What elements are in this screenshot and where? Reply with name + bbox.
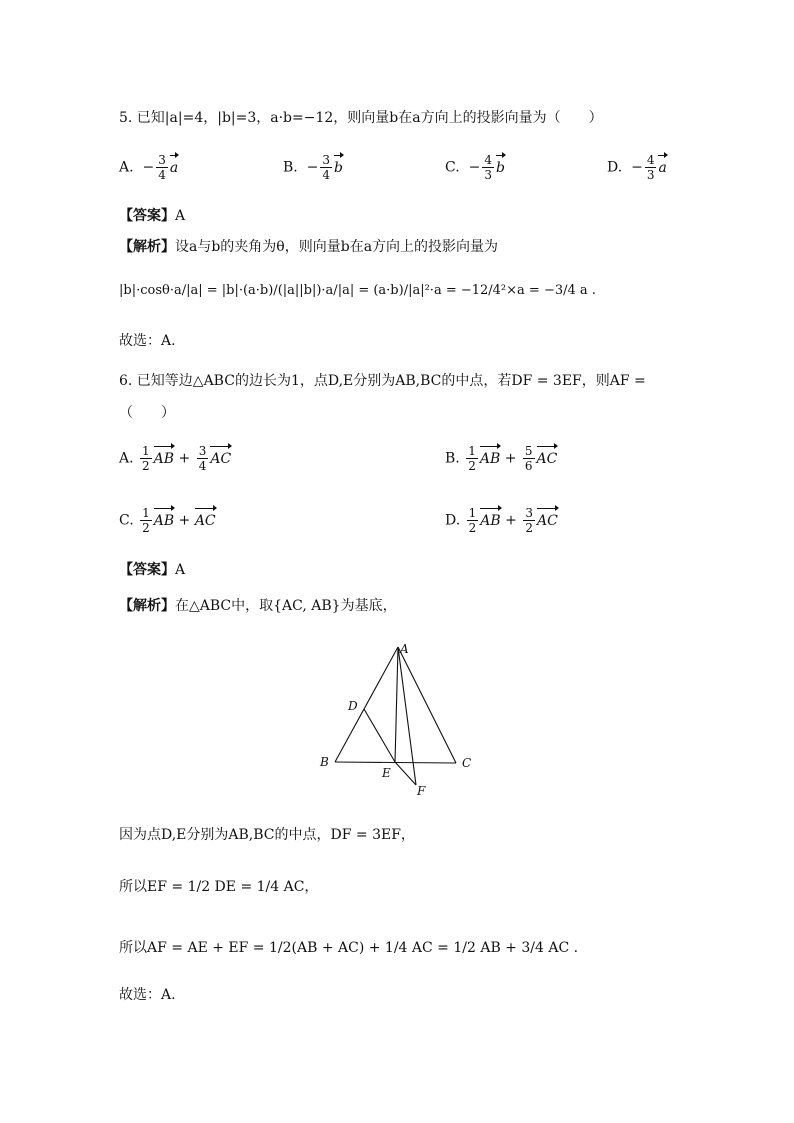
q5-stem: 5. 已知|a|=4，|b|=3，a·b=−12，则向量b在a方向上的投影向量为（ ） (119, 110, 603, 126)
q6-conclusion: 故选：A. (119, 987, 176, 1003)
q6-option-d[interactable]: D. $\frac{1}{2}$ AB + $\frac{3}{2}$ AC (445, 506, 558, 535)
q5-conclusion: 故选：A. (119, 333, 176, 349)
q5-option-a[interactable]: A. − $\frac{3}{4}$ a (119, 153, 179, 182)
label-c: C (462, 756, 472, 770)
q6-analysis: 【解析】在△ABC中，取{AC, AB}为基底， (119, 598, 397, 614)
label-e: E (382, 766, 391, 780)
q5-option-b[interactable]: B. − $\frac{3}{4}$ b (283, 153, 343, 182)
segment-ef (395, 762, 416, 785)
segment-af (398, 647, 416, 785)
label-a: A (400, 642, 409, 656)
label-f: F (417, 784, 426, 798)
label-b: B (320, 755, 329, 769)
q5-answer: 【答案】A (119, 208, 186, 224)
q5-formula: |b|·cosθ·a/|a| = |b|·(a·b)/(|a||b|)·a/|a| = (a·b)/|a|²·a = −12/4²×a = −3/4 a . (119, 283, 596, 298)
segment-de (364, 709, 395, 762)
q6-option-a[interactable]: A. $\frac{1}{2}$ AB + $\frac{3}{4}$ AC (119, 444, 232, 473)
q6-option-c[interactable]: C. $\frac{1}{2}$ AB + AC (119, 506, 216, 535)
q5-option-d[interactable]: D. − $\frac{4}{3}$ a (607, 153, 667, 182)
segment-ac (398, 647, 456, 763)
q6-option-b[interactable]: B. $\frac{1}{2}$ AB + $\frac{5}{6}$ AC (445, 444, 558, 473)
segment-ab (335, 647, 398, 762)
q6-step2: 所以EF = 1/2 DE = 1/4 AC， (119, 879, 319, 895)
q6-step3: 所以AF = AE + EF = 1/2(AB + AC) + 1/4 AC = 1/2 AB + 3/4 AC . (119, 940, 579, 956)
segment-ae (395, 647, 398, 762)
q5-analysis: 【解析】设a与b的夹角为θ，则向量b在a方向上的投影向量为 (119, 239, 499, 255)
label-d: D (348, 699, 358, 713)
triangle-figure (310, 635, 480, 800)
q6-stem-line2: （ ） (119, 405, 175, 421)
q5-option-c[interactable]: C. − $\frac{4}{3}$ b (445, 153, 505, 182)
q6-step1: 因为点D,E分别为AB,BC的中点，DF = 3EF， (119, 827, 415, 843)
q6-answer: 【答案】A (119, 562, 186, 578)
q6-stem-line1: 6. 已知等边△ABC的边长为1，点D,E分别为AB,BC的中点，若DF = 3EF，则AF = (119, 373, 646, 389)
